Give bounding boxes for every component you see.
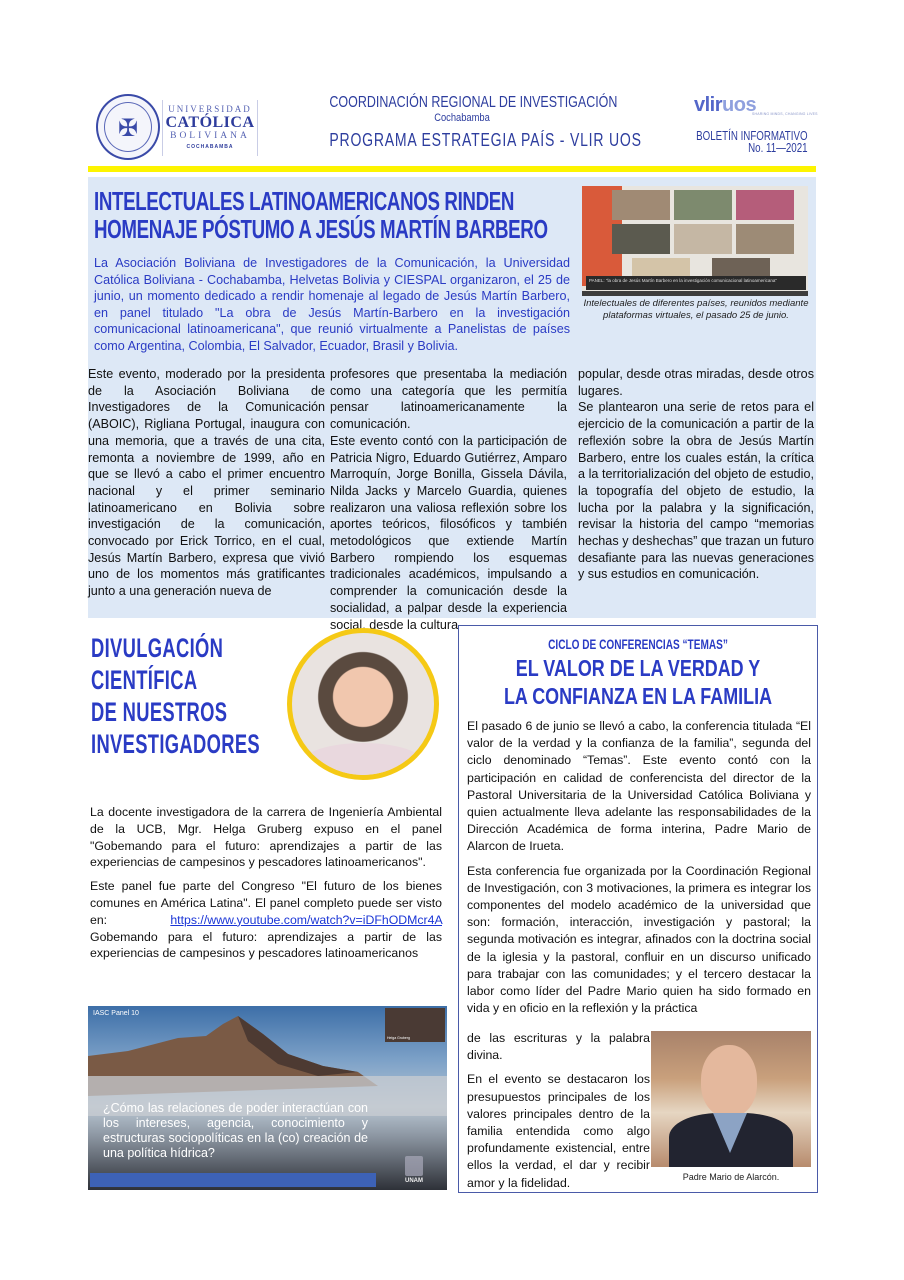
photo-footer-bar: [582, 291, 808, 296]
panel-video-thumbnail[interactable]: [88, 1006, 447, 1190]
feature-column-1: [88, 366, 325, 600]
video-question: ¿Cómo las relaciones de poder interactúan con los intereses, agencia, conocimiento y estructuras sociopolíticas en la (co) creación de una política hídrica?: [103, 1101, 368, 1160]
feature-column-3: [578, 366, 814, 583]
video-speaker-cam: [385, 1008, 445, 1042]
photo-tile: [674, 190, 732, 220]
conference-paragraph: En el evento se destacaron los presupuestos principales de los valores principales dentro de la familia entendida como algo profundamente existencial, entre ellos la verdad, el dar y recibir amor y la fidelidad.: [467, 1072, 650, 1190]
speaker-photo: [651, 1031, 811, 1167]
vlir-logo-accent: uos: [722, 94, 757, 116]
divulgacion-title-line: DE NUESTROS: [91, 697, 228, 727]
column-paragraph: popular, desde otras miradas, desde otros lugares.: [578, 367, 814, 398]
youtube-link[interactable]: https://www.youtube.com/watch?v=iDFhODMcr4A: [170, 912, 442, 927]
unam-crest-icon: [405, 1156, 423, 1176]
conference-title-line1: EL VALOR DE LA VERDAD Y: [515, 655, 761, 681]
feature-title-line2: HOMENAJE PÓSTUMO A JESÚS MARTÍN BARBERO: [94, 214, 548, 244]
divulgacion-title-line: INVESTIGADORES: [91, 729, 261, 759]
photo-tile: [674, 224, 732, 254]
photo-tile: [612, 190, 670, 220]
feature-column-2: [330, 366, 567, 633]
conference-paragraph: Esta conferencia fue organizada por la Coordinación Regional de Investigación, con 3 motivaciones, la primera es integrar los componentes del modelo académico de la universidad que son: formación, interacción, investigación y pastoral; la segunda motivación es integrar, afinados con la doctrina social de la iglesia y la pastoral, confluir en un discurso unificado para trabajar con las comunidades; y el tercero destacar la labor como líder del Padre Mario quien ha sido formado en vida y en oficio en la reflexión y la práctica: [467, 863, 811, 1016]
conference-article: [458, 625, 818, 1193]
header-divider: [88, 166, 816, 172]
conference-paragraph: de las escrituras y la palabra divina.: [467, 1031, 650, 1063]
photo-tile: [736, 224, 794, 254]
conference-paragraph: El pasado 6 de junio se llevó a cabo, la conferencia titulada “El valor de la verdad y la confianza de la familia”, segunda del ciclo denominado “Temas”. Este evento contó con la participación en calidad de conferencista del director de la Pastoral Universitaria de la Universidad Católica Boliviana y quien actualmente lleva adelante las responsabilidades de la Dirección Académica de forma interina, Padre Mario de Alarcon de Irueta.: [467, 719, 811, 854]
header-center: [292, 94, 642, 151]
video-label: IASC Panel 10: [93, 1010, 139, 1017]
divulgacion-title-line: DIVULGACIÓN: [91, 633, 224, 663]
divulgacion-text-before-link: Este panel fue parte del Congreso "El futuro de los bienes comunes en América Latina". El panel completo puede ser visto en:: [90, 879, 442, 927]
divulgacion-title: [91, 632, 261, 760]
university-line2: CATÓLICA: [165, 114, 255, 131]
speaker-photo-caption: Padre Mario de Alarcón.: [682, 1172, 780, 1182]
city-label: Cochabamba: [434, 112, 490, 124]
newsletter-header: [92, 92, 818, 164]
photo-caption: Intelectuales de diferentes países, reunidos mediante plataformas virtuales, el pasado 25 de junio.: [583, 298, 809, 321]
column-paragraph: Este evento, moderado por la presidenta de la Asociación Boliviana de Investigadores de la Comunicación (ABOIC), Rigliana Portugal, inaugura con una memoria, que a través de una cita, remonta a noviembre de 1999, año en que se llevó a cabo el primer encuentro nacional y el primer seminario latinoamericano en Bolivia sobre investigación de la comunicación, convocado por Erick Torrico, en el cual, Jesús Martín Barbero, expresa que vivió uno de los momentos más gratificantes junto a una generación nueva de: [88, 367, 325, 599]
vlir-logo-main: vlir: [694, 94, 723, 116]
conference-kicker: CICLO DE CONFERENCIAS “TEMAS”: [548, 636, 728, 652]
university-line1: UNIVERSIDAD: [168, 104, 252, 114]
feature-title: [94, 186, 548, 244]
photo-banner: PANEL: "la obra de Jesús Martín Barbero en la investigación comunicacional latinoamericana": [586, 276, 806, 290]
vlir-uos-logo: [694, 94, 818, 118]
unam-logo: [399, 1156, 429, 1184]
virtual-meeting-photo: [582, 186, 808, 296]
divulgacion-text-after-link: Gobemando para el futuro: aprendizajes a partir de las experiencias de campesinos y pescadores latinoamericanos: [90, 929, 442, 961]
vlir-tagline: SHARING MINDS, CHANGING LIVES: [752, 112, 818, 116]
photo-tile: [612, 224, 670, 254]
conference-title-line2: LA CONFIANZA EN LA FAMILIA: [503, 683, 773, 709]
conference-title: [498, 654, 777, 710]
video-bottom-bar: [90, 1173, 376, 1187]
coordination-title: COORDINACIÓN REGIONAL DE INVESTIGACIÓN: [329, 94, 618, 111]
divulgacion-title-line: CIENTÍFICA: [91, 665, 198, 695]
cross-icon: ✠: [117, 115, 139, 142]
conference-text: [467, 718, 811, 1024]
column-paragraph: Este evento contó con la participación de Patricia Nigro, Eduardo Gutiérrez, Amparo Marroquín, Jorge Bonilla, Gissela Dávila, Nilda Jacks y Marcelo Guardia, quienes realizaron una valiosa reflexión sobre los aportes teóricos, filosóficos y también metodológicos que extiende Martín Barbero rompiendo los esquemas tradicionales académicos, impulsando a comprender la comunicación desde la socialidad, a palpar desde la experiencia social, desde la cultura: [330, 433, 567, 632]
unam-label: UNAM: [405, 1178, 423, 1184]
speaker-name: Helga Gruberg: [387, 1036, 410, 1040]
university-seal-icon: [96, 94, 160, 160]
feature-lead: La Asociación Boliviana de Investigadores de la Comunicación, la Universidad Católica Boliviana - Cochabamba, Helvetas Bolivia y CIESPAL organizaron, el 25 de junio, un momento dedicado a rendir homenaje al legado de Jesús Martín Barbero, en panel titulado "La obra de Jesús Martín-Barbero en la investigación comunicacional latinoamericana", que reunió virtualmente a Panelistas de países como Argentina, Colombia, El Salvador, Ecuador, Brasil y Bolivia.: [94, 256, 570, 353]
researcher-portrait: [287, 628, 439, 780]
program-title: PROGRAMA ESTRATEGIA PAÍS - VLIR UOS: [329, 130, 642, 150]
feature-title-line1: INTELECTUALES LATINOAMERICANOS RINDEN: [94, 186, 515, 216]
portrait-shirt: [302, 743, 424, 780]
university-line4: COCHABAMBA: [186, 144, 234, 150]
university-logo: [162, 100, 258, 156]
photo-tile: [736, 190, 794, 220]
photo-head: [701, 1045, 757, 1117]
feature-article: [88, 177, 816, 632]
bulletin-info: [659, 130, 808, 154]
issue-number: No. 11—2021: [748, 140, 808, 155]
divulgacion-text: [90, 804, 442, 969]
university-line3: BOLIVIANA: [170, 131, 250, 141]
column-paragraph: profesores que presentaba la mediación como una categoría que les permitía pensar latinoamericanamente la comunicación.: [330, 367, 567, 432]
divulgacion-paragraph: La docente investigadora de la carrera de Ingeniería Ambiental de la UCB, Mgr. Helga Gruberg expuso en el panel "Gobemando para el futuro: aprendizajes a partir de las experiencias de campesinos y pescadores latinoamericanos".: [90, 805, 442, 870]
divulgacion-paragraph-2: [90, 878, 442, 962]
bulletin-label: BOLETÍN INFORMATIVO: [696, 128, 808, 143]
conference-text-narrow: [467, 1030, 650, 1199]
column-paragraph: Se plantearon una serie de retos para el ejercicio de la comunicación a partir de la reflexión sobre la obra de Jesús Martín Barbero, entre los cuales están, la crítica a la territorialización del objeto de estudio, la topografía del objeto de estudio, la lucha por la palabra y la significación, revisar la historia del campo “memorias hechas y deshechas” que trazan un futuro desafiante para las nuevas generaciones y sus estudios en comunicación.: [578, 400, 814, 582]
